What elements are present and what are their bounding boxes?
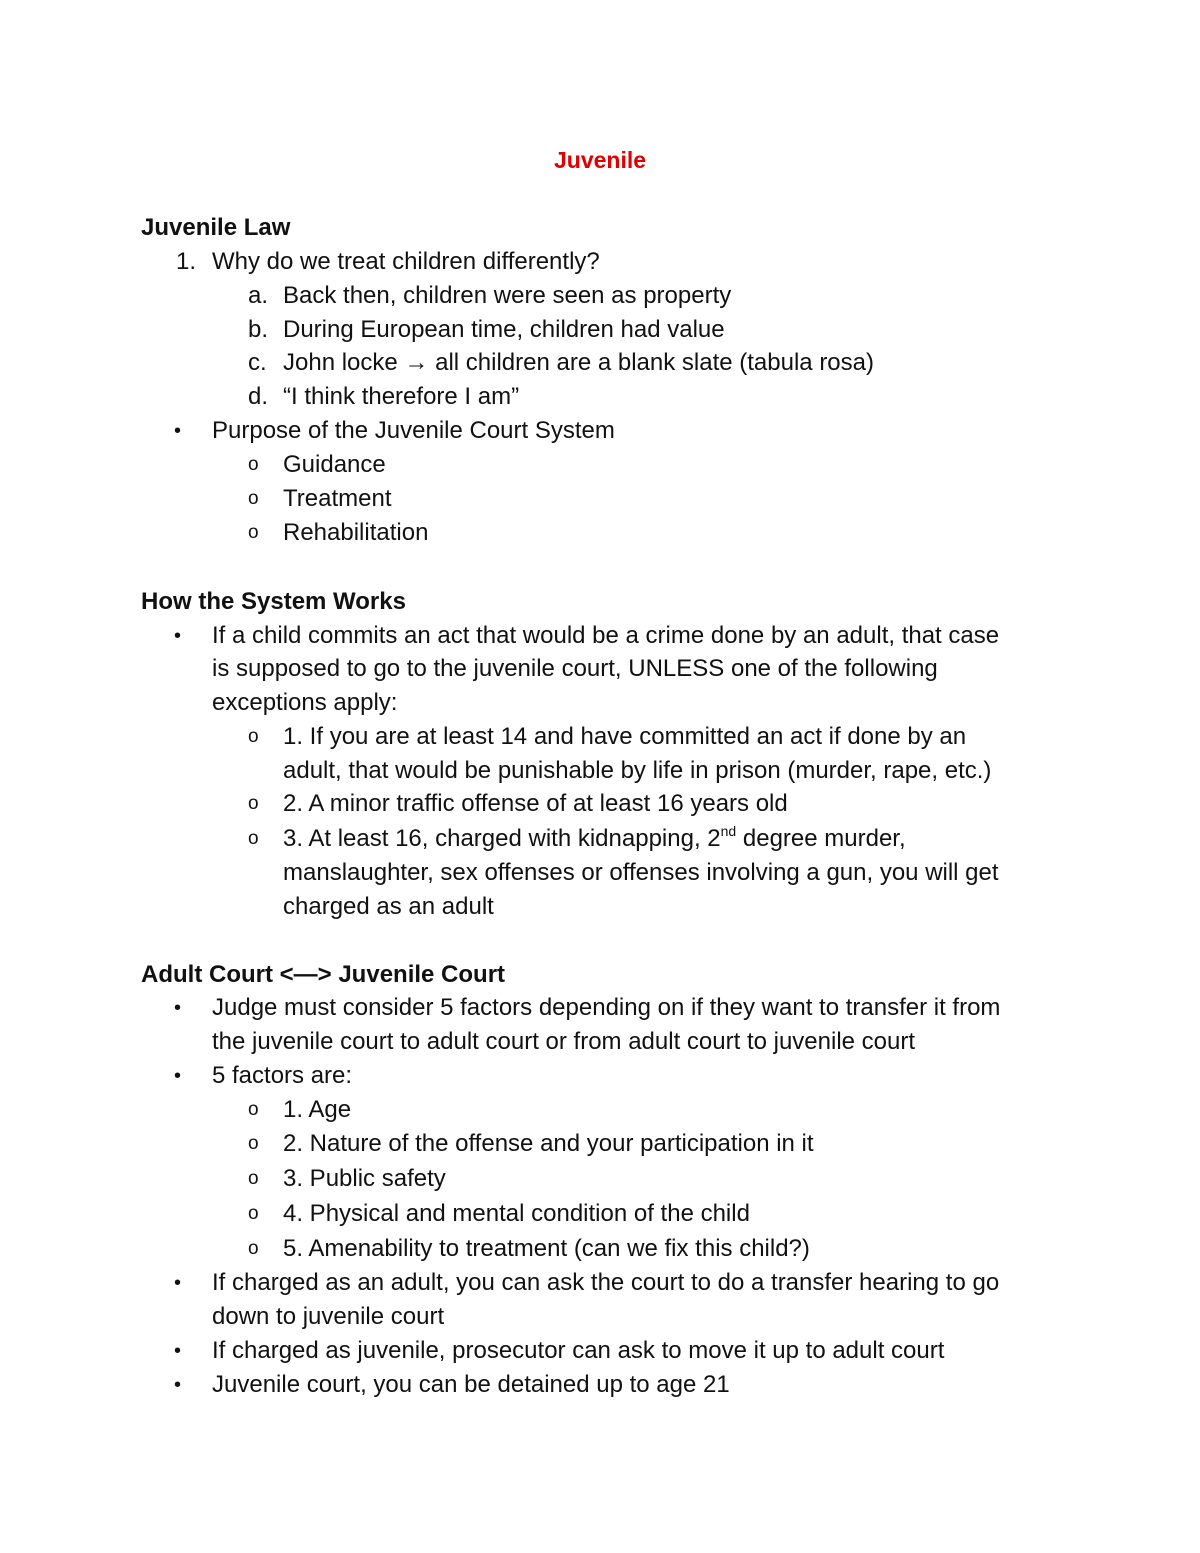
- list-letter: d.: [248, 383, 269, 410]
- list-item-line: is supposed to go to the juvenile court, UNLESS one of the following: [212, 655, 938, 682]
- list-number: 1.: [176, 248, 197, 275]
- list-item-text: 3. At least 16, charged with kidnapping, 2: [283, 825, 721, 852]
- section-heading-juvenile-law: Juvenile Law: [141, 214, 291, 241]
- list-item-line: If charged as an adult, you can ask the court to do a transfer hearing to go: [212, 1269, 1000, 1296]
- circle-bullet-icon: o: [248, 793, 259, 814]
- list-item-line: 1. If you are at least 14 and have committed an act if done by an: [283, 723, 967, 750]
- list-item-line: charged as an adult: [283, 893, 494, 920]
- circle-bullet-icon: o: [248, 1168, 259, 1189]
- list-item: 3. Public safety: [283, 1165, 446, 1192]
- bullet-icon: •: [174, 1374, 182, 1396]
- list-item-line: the juvenile court to adult court or from adult court to juvenile court: [212, 1028, 916, 1055]
- list-item: Rehabilitation: [283, 519, 429, 546]
- list-item-line: manslaughter, sex offenses or offenses involving a gun, you will get: [283, 859, 999, 886]
- list-item: 1. Age: [283, 1096, 352, 1123]
- list-letter: b.: [248, 316, 269, 343]
- list-item: Why do we treat children differently?: [212, 248, 600, 275]
- circle-bullet-icon: o: [248, 828, 259, 849]
- circle-bullet-icon: o: [248, 726, 259, 747]
- circle-bullet-icon: o: [248, 1238, 259, 1259]
- bullet-icon: •: [174, 420, 182, 442]
- circle-bullet-icon: o: [248, 1133, 259, 1154]
- list-letter: c.: [248, 349, 267, 376]
- list-item-line: If a child commits an act that would be a crime done by an adult, that case: [212, 622, 1000, 649]
- list-item-line: exceptions apply:: [212, 689, 398, 716]
- list-item-line: 2. A minor traffic offense of at least 16 years old: [283, 790, 788, 817]
- circle-bullet-icon: o: [248, 454, 259, 475]
- list-item-text: all children are a blank slate (tabula rosa): [435, 349, 874, 376]
- list-item-text: John locke: [283, 349, 398, 376]
- list-item: During European time, children had value: [283, 316, 725, 343]
- list-item: Treatment: [283, 485, 392, 512]
- list-item: [283, 346, 874, 380]
- circle-bullet-icon: o: [248, 522, 259, 543]
- circle-bullet-icon: o: [248, 1203, 259, 1224]
- circle-bullet-icon: o: [248, 1099, 259, 1120]
- bullet-icon: •: [174, 1065, 182, 1087]
- bullet-icon: •: [174, 1340, 182, 1362]
- list-item-line: [283, 822, 906, 856]
- list-letter: a.: [248, 282, 269, 309]
- list-item-text: degree murder,: [736, 825, 906, 852]
- list-item: 4. Physical and mental condition of the child: [283, 1200, 750, 1227]
- circle-bullet-icon: o: [248, 488, 259, 509]
- list-item: Back then, children were seen as property: [283, 282, 732, 309]
- list-item-line: 5 factors are:: [212, 1062, 353, 1089]
- document-title: Juvenile: [554, 147, 647, 173]
- right-arrow-icon: →: [404, 349, 429, 376]
- list-item-line: If charged as juvenile, prosecutor can ask to move it up to adult court: [212, 1337, 945, 1364]
- ordinal-suffix: nd: [720, 823, 737, 839]
- section-heading-system-works: How the System Works: [141, 588, 406, 615]
- bullet-icon: •: [174, 1272, 182, 1294]
- list-item-line: adult, that would be punishable by life in prison (murder, rape, etc.): [283, 757, 992, 784]
- list-item-line: down to juvenile court: [212, 1303, 445, 1330]
- bullet-icon: •: [174, 625, 182, 647]
- list-item-line: Juvenile court, you can be detained up to age 21: [212, 1371, 730, 1398]
- list-item: Purpose of the Juvenile Court System: [212, 417, 615, 444]
- bullet-icon: •: [174, 997, 182, 1019]
- section-heading-adult-court: Adult Court <—> Juvenile Court: [141, 961, 506, 988]
- list-item: 5. Amenability to treatment (can we fix this child?): [283, 1235, 810, 1262]
- list-item: “I think therefore I am”: [283, 383, 520, 410]
- list-item: 2. Nature of the offense and your participation in it: [283, 1130, 814, 1157]
- list-item: Guidance: [283, 451, 386, 478]
- list-item-line: Judge must consider 5 factors depending on if they want to transfer it from: [212, 994, 1001, 1021]
